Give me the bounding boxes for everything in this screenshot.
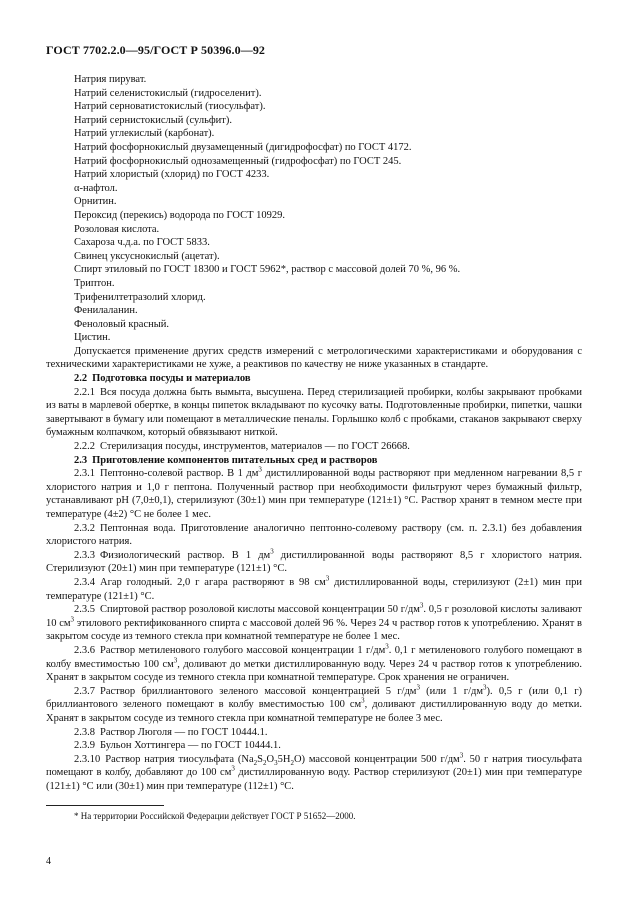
superscript: 3 [419,601,424,610]
list-item: α-нафтол. [74,182,118,194]
clause-text: Спиртовой раствор розоловой кислоты массовой концентрации 50 г/дм [100,604,420,616]
clause-2-3-10 [46,753,582,794]
list-item: Натрий серноватистокислый (тиосульфат). [74,101,266,113]
page-number: 4 [46,856,51,867]
subscript: 3 [274,758,278,767]
clause-text: 5H [277,753,291,765]
clause-text: , доливают дистиллированную воду до метки. Хранят в закрытом сосуде из темного стекла при комнатной температуре не более 3 мес. [46,699,582,724]
clause-text: Стерилизация посуды, инструментов, материалов — по ГОСТ 26668. [100,441,410,453]
superscript: 3 [70,615,75,624]
superscript: 3 [231,764,235,773]
clause-number: 2.3.9 [74,740,95,752]
list-item: Натрия пируват. [74,74,147,85]
superscript: 3 [173,656,178,665]
clause-text: O [266,753,275,765]
section-number: 2.3 [74,454,88,466]
subscript: 2 [290,758,294,767]
clause-number: 2.3.1 [74,468,95,480]
superscript: 3 [459,751,464,760]
superscript: 3 [416,683,420,692]
section-title: Подготовка посуды и материалов [92,373,251,385]
clause-number: 2.3.10 [74,753,101,765]
clause-text: Раствор метиленового голубого массовой концентрации 1 г/дм [100,644,386,656]
clause-text: Раствор натрия тиосульфата (Na [105,753,254,765]
page-header: ГОСТ 7702.2.0—95/ГОСТ Р 50396.0—92 [46,43,266,57]
list-item: Фенилаланин. [74,305,138,317]
clause-text: (или 1 г/дм [419,685,484,697]
document-body [46,73,582,793]
clause-2-3-5 [46,603,582,644]
footnote-divider [46,805,164,806]
clause-text: . 0,5 г розоловой кислоты заливают 10 см [46,604,582,629]
clause-text: Пептонно-солевой раствор. В 1 дм [100,468,259,480]
footnote: * На территории Российской Федерации действует ГОСТ Р 51652—2000. [74,811,356,821]
clause-2-3-8 [46,726,582,740]
section-title: Приготовление компонентов питательных сред и растворов [92,454,378,466]
subscript: 2 [253,758,258,767]
clause-2-3-7 [46,685,582,726]
clause-text: O) массовой концентрации 500 г/дм [293,753,460,765]
section-heading-2-2 [46,372,582,386]
section-heading-2-3 [46,454,582,468]
clause-number: 2.3.3 [74,549,95,561]
list-item: Натрий сернистокислый (сульфит). [74,114,232,126]
list-item: Натрий хлористый (хлорид) по ГОСТ 4233. [74,169,270,181]
superscript: 3 [270,547,274,556]
list-item: Натрий фосфорнокислый двузамещенный (дигидрофосфат) по ГОСТ 4172. [74,141,412,153]
list-item: Орнитин. [74,196,117,208]
clause-2-3-1 [46,467,582,521]
clause-text: . 50 г натрия тиосульфата помещают в колбу, добавляют до 100 см [46,753,583,779]
list-item: Натрий фосфорнокислый однозамещенный (гидрофосфат) по ГОСТ 245. [74,155,402,167]
clause-number: 2.3.7 [74,685,95,697]
clause-text: дистиллированной воды растворяют при медленном нагревании 8,5 г хлористого натрия и 1,0 г пептона. Полученный раствор при необходимости фильтруют через бумажный фильтр, устанавливают рН (7,0±0,1), стерилизуют (30±1) мин при температуре (121±1) °С. Раствор хранят в темном месте при температуре (4±2) °С не более 1 мес. [46,468,582,520]
section-number: 2.2 [74,373,88,385]
list-item: Феноловый красный. [74,318,170,330]
clause-2-3-9 [46,739,582,753]
superscript: 3 [325,574,330,583]
clause-text: Раствор Люголя — по ГОСТ 10444.1. [100,726,268,738]
list-item: Сахароза ч.д.а. по ГОСТ 5833. [74,237,210,249]
list-item: Свинец уксуснокислый (ацетат). [74,250,220,262]
clause-2-3-6 [46,644,582,685]
clause-2-3-4 [46,576,582,603]
clause-text: Раствор бриллиантового зеленого массовой концентрацией 5 г/дм [100,685,417,697]
superscript: 3 [361,696,365,705]
clause-2-2-2 [46,440,582,454]
clause-text: ). 0,5 г (или 0,1 г) бриллиантового зеленого помещают в колбу вместимостью 100 см [46,685,583,711]
admission-paragraph: Допускается применение других средств измерений с метрологическими характеристиками и оборудования с техническими характеристиками не хуже, а реактивов по качеству не ниже указанных в стандарте. [46,345,582,371]
clause-number: 2.3.4 [74,576,95,588]
reagent-list [46,73,582,345]
clause-number: 2.3.6 [74,644,95,656]
clause-number: 2.3.8 [74,726,95,738]
clause-text: дистиллированной воды растворяют 8,5 г хлористого натрия. Стерилизуют (20±1) мин при температуре (121±1) °С. [46,549,582,575]
clause-text: , доливают до метки дистиллированную воду. Через 24 ч раствор готов к употреблению. Хранят в закрытом сосуде из темного стекла при комнатной температуре. Срок хранения не ограничен. [46,658,582,684]
clause-text: Бульон Хоттингера — по ГОСТ 10444.1. [100,740,281,752]
list-item: Трифенилтетразолий хлорид. [74,291,206,303]
clause-number: 2.2.2 [74,441,95,453]
list-item: Спирт этиловый по ГОСТ 18300 и ГОСТ 5962*, раствор с массовой долей 70 %, 96 %. [74,264,461,276]
clause-2-2-1 [46,386,582,440]
clause-text: Агар голодный. 2,0 г агара растворяют в 98 см [100,576,326,588]
clause-text: Физиологический раствор. В 1 дм [100,549,271,561]
list-item: Пероксид (перекись) водорода по ГОСТ 10929. [74,209,285,221]
clause-text: S [257,753,264,765]
subscript: 2 [263,758,267,767]
superscript: 3 [385,642,389,651]
list-item: Триптон. [74,277,115,289]
clause-number: 2.3.5 [74,604,95,616]
clause-number: 2.2.1 [74,386,95,398]
clause-2-3-2 [46,522,582,549]
clause-number: 2.3.2 [74,522,95,534]
list-item: Натрий селенистокислый (гидроселенит). [74,87,262,99]
clause-text: дистиллированной воды, стерилизуют (2±1) мин при температуре (121±1) °С. [46,576,583,602]
clause-text: этилового ректификованного спирта с массовой долей 96 %. Через 24 ч раствор готов к употреблению. Хранят в закрытом сосуде из темного стекла при комнатной температуре не более 1 мес. [46,617,582,643]
list-item: Розоловая кислота. [74,223,160,235]
superscript: 3 [483,683,487,692]
list-item: Цистин. [74,332,111,344]
clause-text: Вся посуда должна быть вымыта, высушена. Перед стерилизацией пробирки, колбы закрывают пробками из ваты в марлевой обертке, в концы пипеток вкладывают по кусочку ваты. Подготовленные пробирки, пипетки, чашки завертывают в бумагу или помещают в металлические пеналы. Горлышко колб с пробками, стаканов закрывают сверху бумажным колпачком, который обвязывают ниткой. [46,386,582,439]
clause-2-3-3 [46,549,582,576]
list-item: Натрий углекислый (карбонат). [74,128,215,140]
superscript: 3 [258,465,262,474]
clause-text: . 0,1 г метиленового голубого помещают в колбу вместимостью 100 см [46,644,582,670]
clause-text: дистиллированную воду. Раствор стерилизуют (20±1) мин при температуре (121±1) °С или (30±1) мин при температуре (112±1) °С. [46,767,582,792]
clause-text: Пептонная вода. Приготовление аналогично пептонно-солевому раствору (см. п. 2.3.1) без добавления хлористого натрия. [46,522,582,548]
